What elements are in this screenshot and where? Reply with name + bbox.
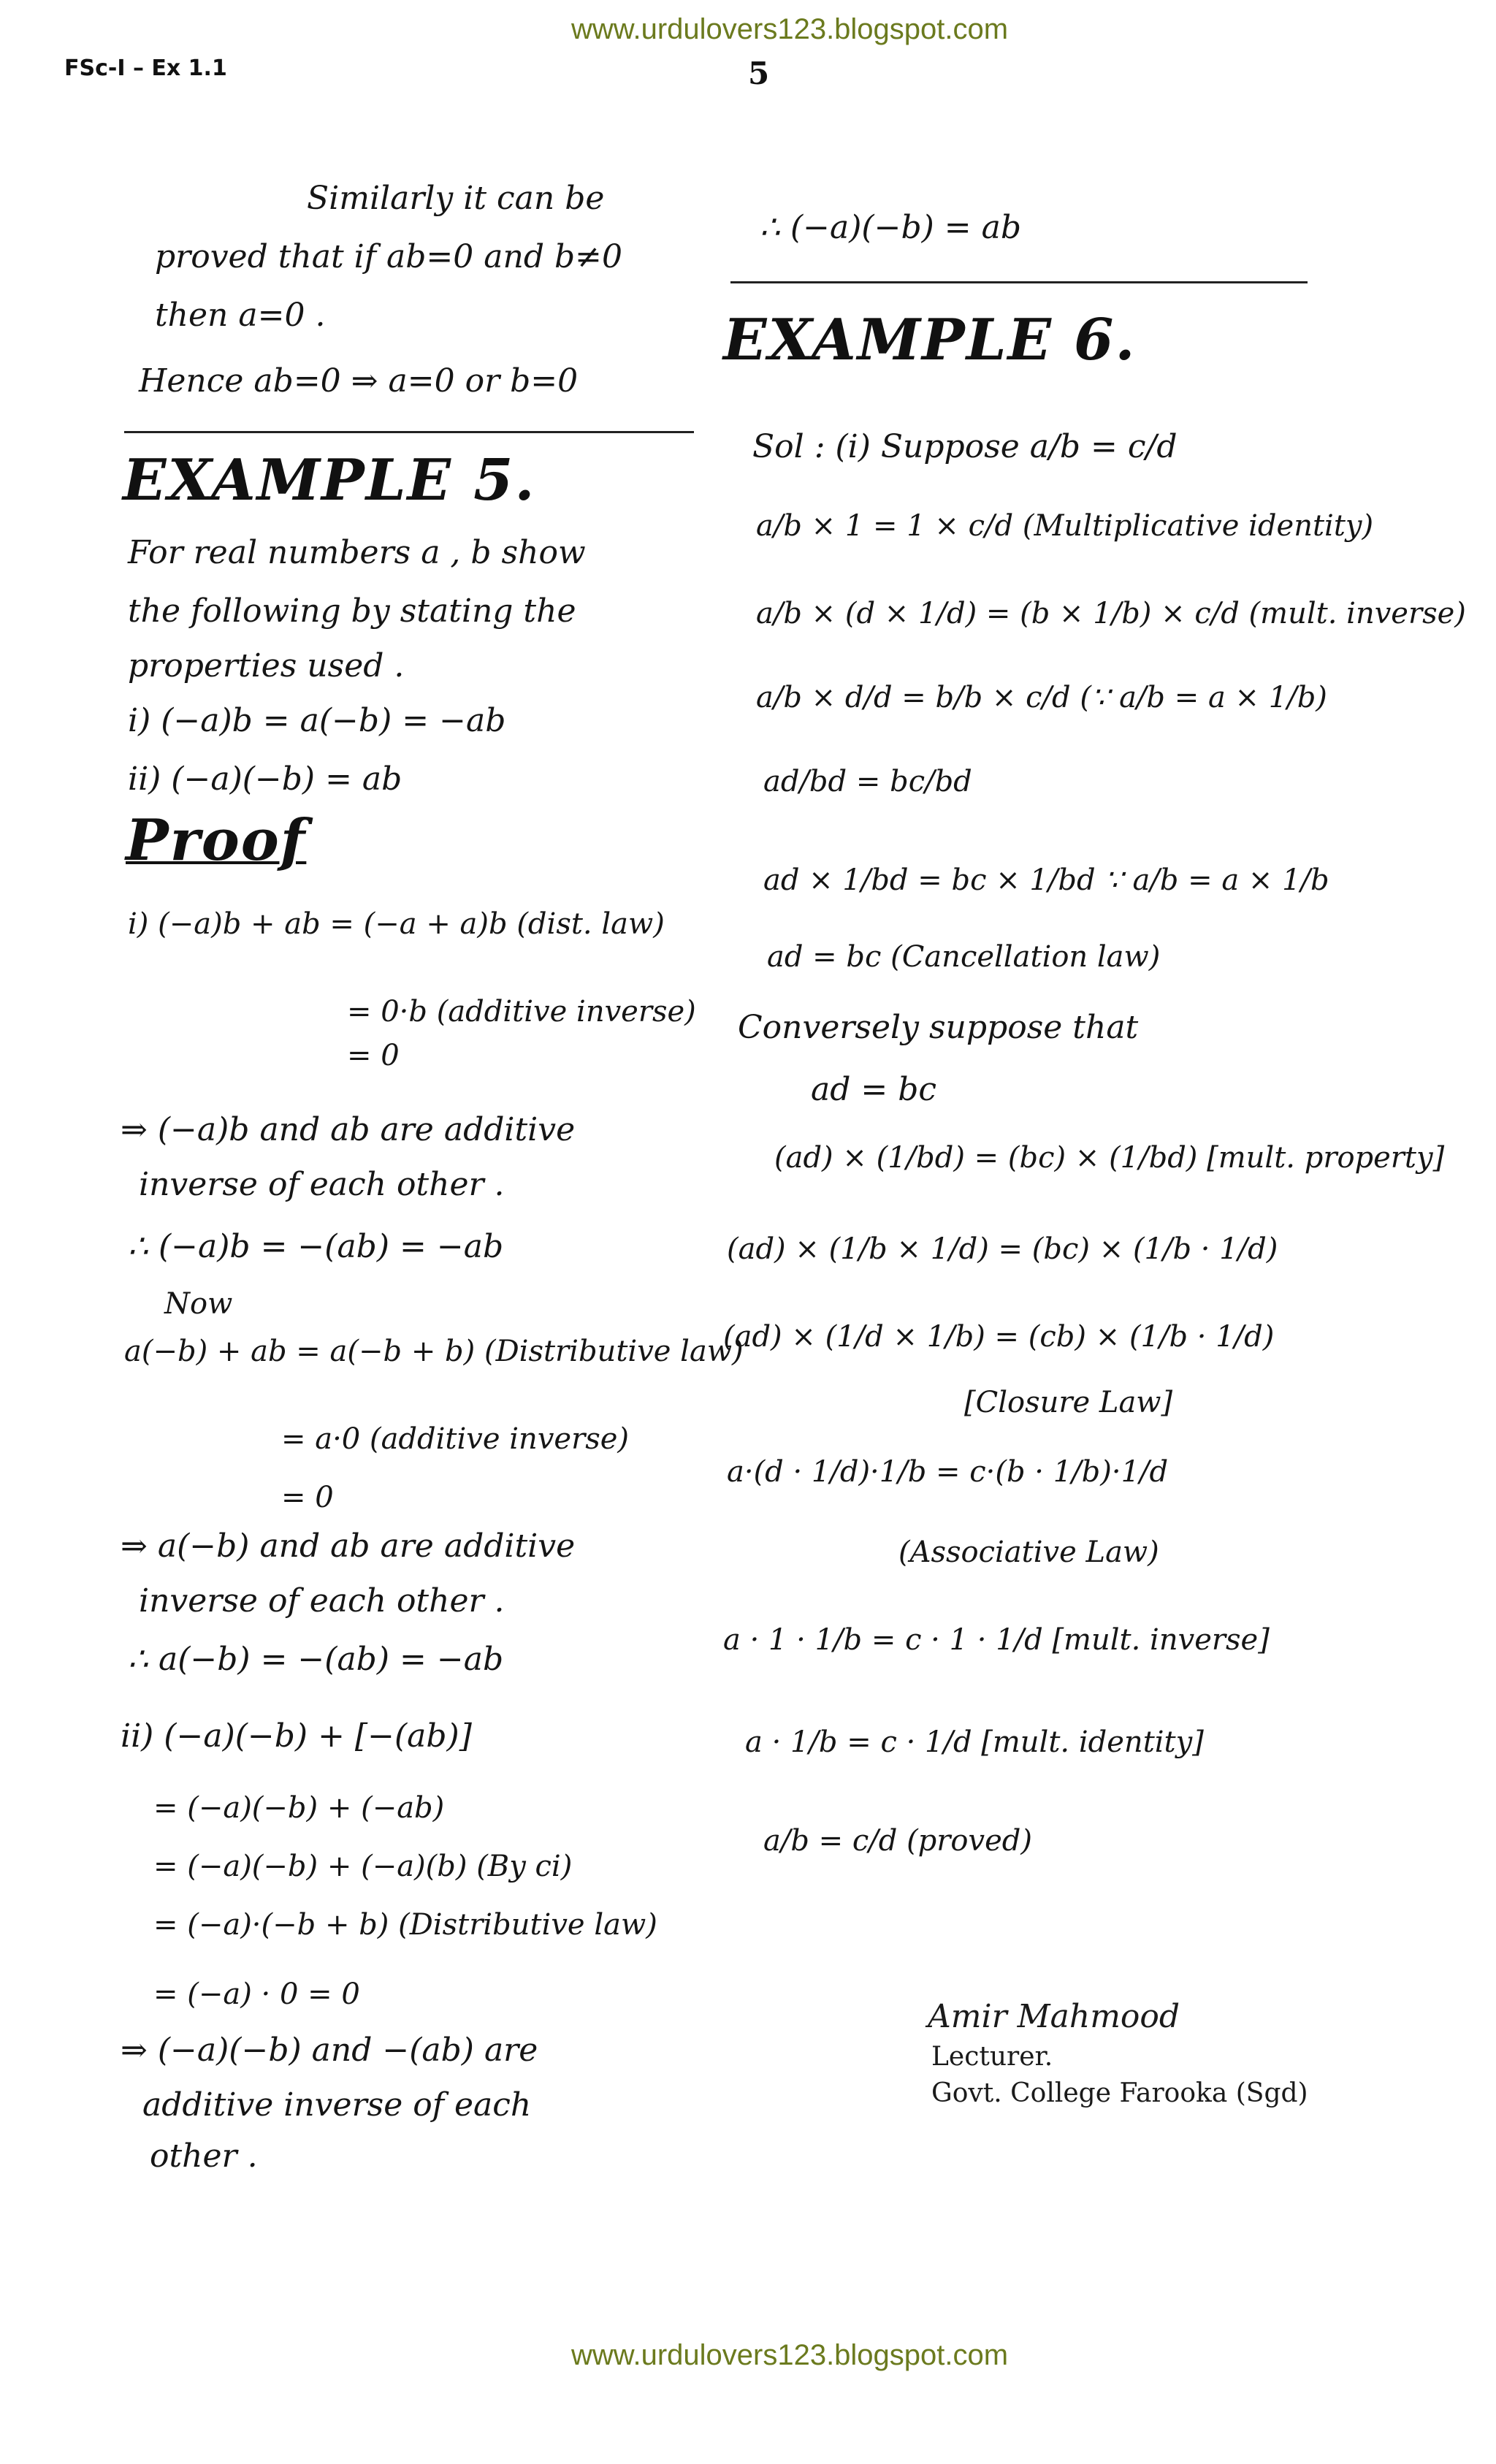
right-line-15: [Closure Law] — [964, 1386, 1173, 1419]
right-line-9: ad = bc (Cancellation law) — [767, 940, 1161, 974]
right-line-20: a/b = c/d (proved) — [763, 1824, 1032, 1858]
left-line-32: other . — [150, 2137, 258, 2175]
right-line-13: (ad) × (1/b × 1/d) = (bc) × (1/b · 1/d) — [727, 1232, 1278, 1266]
right-line-11: ad = bc — [811, 1071, 937, 1108]
signature-name: Amir Mahmood — [928, 1998, 1180, 2035]
right-line-16: a·(d · 1/d)·1/b = c·(b · 1/b)·1/d — [727, 1455, 1169, 1489]
signature-title: Lecturer. — [931, 2042, 1053, 2072]
left-line-18: Now — [164, 1287, 233, 1321]
right-line-14: (ad) × (1/d × 1/b) = (cb) × (1/b · 1/d) — [723, 1320, 1275, 1354]
site-url-bottom: www.urdulovers123.blogspot.com — [571, 2339, 1009, 2371]
right-line-18: a · 1 · 1/b = c · 1 · 1/d [mult. inverse] — [723, 1623, 1270, 1657]
left-line-20: = a·0 (additive inverse) — [281, 1422, 630, 1456]
right-line-5: a/b × (d × 1/d) = (b × 1/b) × c/d (mult. inverse) — [756, 597, 1466, 630]
left-line-13: = 0·b (additive inverse) — [347, 995, 696, 1029]
left-line-4: Hence ab=0 ⇒ a=0 or b=0 — [139, 362, 579, 400]
left-line-2: proved that if ab=0 and b≠0 — [155, 238, 622, 275]
left-line-6: For real numbers a , b show — [128, 534, 586, 571]
left-line-29: = (−a) · 0 = 0 — [153, 1977, 360, 2011]
left-line-25: ii) (−a)(−b) + [−(ab)] — [121, 1717, 472, 1755]
left-line-9: i) (−a)b = a(−b) = −ab — [128, 702, 506, 739]
left-line-23: inverse of each other . — [139, 1582, 505, 1620]
page-number: 5 — [748, 56, 770, 91]
left-line-22: ⇒ a(−b) and ab are additive — [121, 1527, 576, 1565]
left-line-19: a(−b) + ab = a(−b + b) (Distributive law) — [124, 1335, 744, 1368]
example-5-heading: EXAMPLE 5. — [123, 447, 536, 514]
right-line-4: a/b × 1 = 1 × c/d (Multiplicative identity) — [756, 509, 1374, 543]
left-line-30: ⇒ (−a)(−b) and −(ab) are — [121, 2032, 538, 2069]
left-line-1: Similarly it can be — [307, 180, 605, 217]
left-line-27: = (−a)(−b) + (−a)(b) (By ci) — [153, 1850, 573, 1883]
left-line-17: ∴ (−a)b = −(ab) = −ab — [128, 1228, 504, 1265]
left-line-7: the following by stating the — [128, 592, 576, 630]
right-line-6: a/b × d/d = b/b × c/d (∵ a/b = a × 1/b) — [756, 681, 1327, 714]
right-line-17: (Associative Law) — [898, 1536, 1159, 1569]
left-line-10: ii) (−a)(−b) = ab — [128, 760, 402, 798]
left-line-24: ∴ a(−b) = −(ab) = −ab — [128, 1641, 504, 1678]
left-line-3: then a=0 . — [155, 297, 326, 334]
right-line-8: ad × 1/bd = bc × 1/bd ∵ a/b = a × 1/b — [763, 863, 1329, 897]
left-line-12: i) (−a)b + ab = (−a + a)b (dist. law) — [128, 907, 665, 941]
example-6-heading: EXAMPLE 6. — [723, 307, 1137, 373]
left-line-26: = (−a)(−b) + (−ab) — [153, 1791, 445, 1825]
proof-heading: Proof — [126, 807, 307, 874]
left-line-8: properties used . — [128, 647, 405, 684]
left-line-21: = 0 — [281, 1481, 334, 1514]
left-line-16: inverse of each other . — [139, 1166, 505, 1203]
left-line-14: = 0 — [347, 1039, 400, 1072]
right-line-12: (ad) × (1/bd) = (bc) × (1/bd) [mult. property] — [774, 1141, 1445, 1175]
divider-left — [124, 431, 694, 433]
right-line-1: ∴ (−a)(−b) = ab — [760, 209, 1022, 246]
site-url-top: www.urdulovers123.blogspot.com — [571, 13, 1009, 45]
right-line-7: ad/bd = bc/bd — [763, 765, 972, 798]
signature-college: Govt. College Farooka (Sgd) — [931, 2078, 1308, 2108]
divider-right — [730, 281, 1308, 283]
left-line-28: = (−a)·(−b + b) (Distributive law) — [153, 1908, 657, 1942]
right-line-10: Conversely suppose that — [738, 1009, 1139, 1046]
right-line-3: Sol : (i) Suppose a/b = c/d — [752, 428, 1178, 465]
left-line-31: additive inverse of each — [142, 2086, 532, 2124]
right-line-19: a · 1/b = c · 1/d [mult. identity] — [745, 1725, 1204, 1759]
header-label: FSc-I – Ex 1.1 — [64, 56, 227, 81]
left-line-15: ⇒ (−a)b and ab are additive — [121, 1111, 576, 1148]
